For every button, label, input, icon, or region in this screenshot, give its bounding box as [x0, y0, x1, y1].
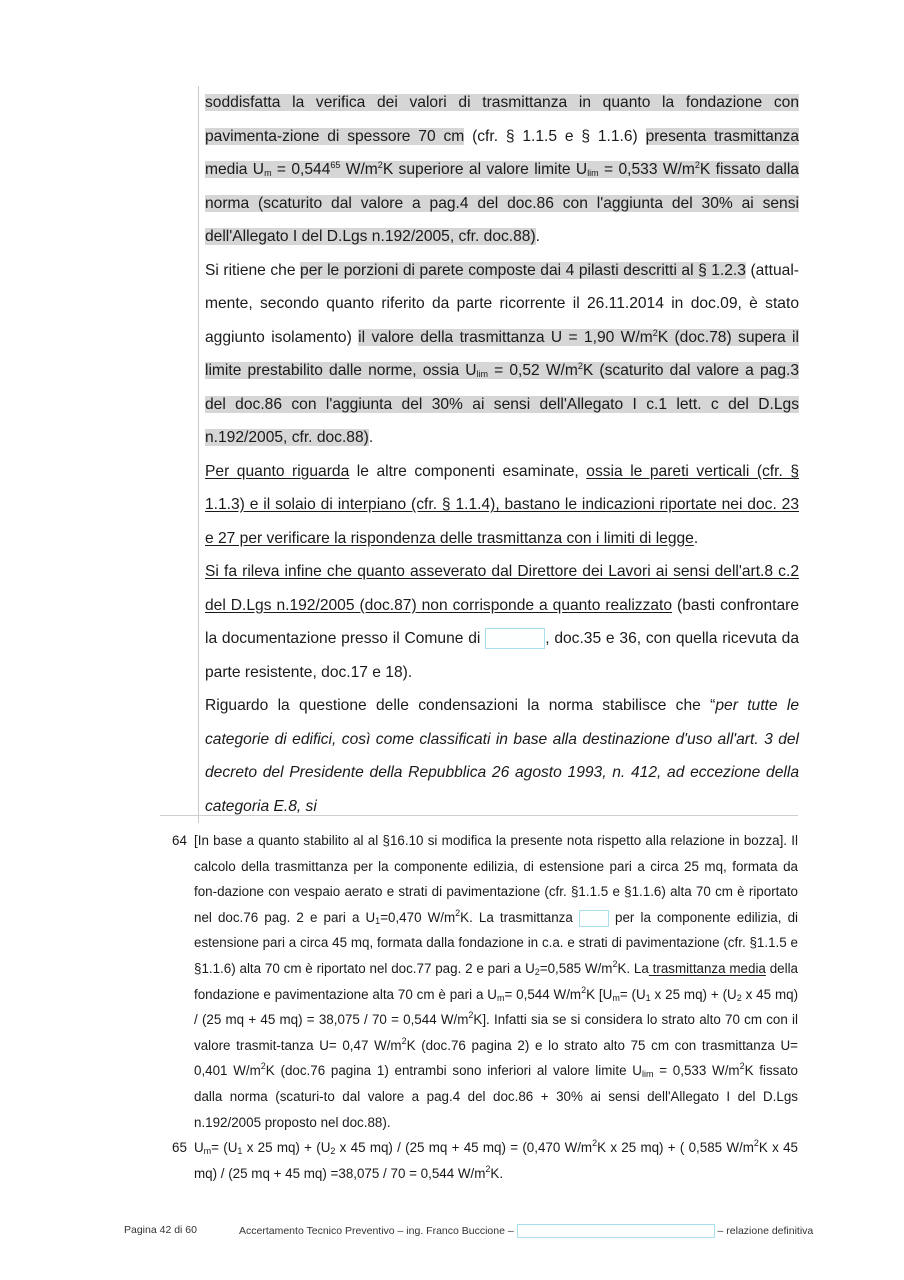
footnotes	[168, 828, 798, 1186]
paragraph-condensazioni: Riguardo la questione delle condensazioni la norma stabilisce che “per tutte le categorie di edifici, così come classificati in base alla destinazione d'uso all'art. 3 del decreto del Presidente della Repubblica 26 agosto 1993, n. 412, ad eccezione della categoria E.8, si	[205, 697, 799, 815]
paragraph-pareti-pilastri: Si ritiene che per le porzioni di parete composte dai 4 pilasti descritti al § 1.2.3 (attual-mente, secondo quanto riferito da parte ricorrente il 26.11.2014 in doc.09, è stato aggiunto isolamento) il valore della trasmittanza U = 1,90 $W/m^2K$ (doc.78) supera il limite prestabilito dalle norme, ossia $U_{lim} = 0,52$ $W/m^2K$ (scaturito dal valore a pag.3 del doc.86 con l'aggiunta del 30% ai sensi dell'Allegato I c.1 lett. c del D.Lgs n.192/2005, cfr. doc.88).	[205, 261, 799, 446]
redacted-field	[579, 910, 609, 927]
footnote-ref-65[interactable]: 65	[330, 160, 341, 170]
footnote-separator	[160, 815, 798, 816]
highlight: per le porzioni di parete composte dai 4 pilasti descritti al § 1.2.3	[300, 261, 746, 279]
paragraph-trasmittanza-fondazione: soddisfatta la verifica dei valori di trasmittanza in quanto la fondazione con pavimenta-zione di spessore 70 cm (cfr. § 1.1.5 e § 1.1.6) presenta trasmittanza media $U_m = 0,544^{65}$ $W/m^2K$ superiore al valore limite $U_{lim} = 0,533$ $W/m^2K$ fissato dalla norma (scaturito dal valore a pag.4 del doc.86 con l'aggiunta del 30% ai sensi dell'Allegato I del D.Lgs n.192/2005, cfr. doc.88).	[205, 94, 799, 245]
italic-quote: per tutte le categorie di edifici, così come classificati in base alla destinazione d'uso all'art. 3 del decreto del Presidente della Repubblica 26 agosto 1993, n. 412, ad eccezione della categoria E.8, si	[205, 697, 799, 815]
underlined-text: ossia le pareti verticali (cfr. § 1.1.3) e il solaio di interpiano (cfr. § 1.1.4), bastano le indicazioni riportate nei doc. 23 e 27 per verificare la rispondenza delle trasmittanza con i limiti di legge	[205, 462, 800, 547]
footnote-number: 65	[172, 1140, 187, 1156]
highlight: soddisfatta la verifica dei valori di trasmittanza in quanto la fondazione con pavimenta-zione di spessore 70 cm	[205, 94, 799, 145]
page-number: Pagina 42 di 60	[124, 1224, 197, 1236]
paragraph-altre-componenti: Per quanto riguarda le altre componenti esaminate, ossia le pareti verticali (cfr. § 1.1.3) e il solaio di interpiano (cfr. § 1.1.4), bastano le indicazioni riportate nei doc. 23 e 27 per verificare la rispondenza delle trasmittanza con i limiti di legge.	[205, 462, 800, 547]
underlined-text: Per quanto riguarda	[205, 462, 350, 480]
main-text-block	[198, 86, 799, 823]
text: (cfr. § 1.1.5 e § 1.1.6)	[464, 127, 646, 145]
paragraph-direttore-lavori: Si fa rileva infine che quanto asseverato dal Direttore dei Lavori ai sensi dell'art.8 c.2 del D.Lgs n.192/2005 (doc.87) non corrisponde a quanto realizzato (basti confrontare la documentazione presso il Comune di , doc.35 e 36, con quella ricevuta da parte resistente, doc.17 e 18).	[205, 563, 799, 681]
footer-title: Accertamento Tecnico Preventivo – ing. Franco Buccione – – relazione definitiva	[239, 1224, 814, 1237]
footnote-number: 64	[172, 833, 187, 848]
highlight: presenta trasmittanza media $U_m = 0,544^{65}$ $W/m^2K$ superiore al valore limite $U_{lim} = 0,533$ $W/m^2K$ fissato dalla norma (scaturito dal valore a pag.4 del doc.86 con l'aggiunta del 30% ai sensi dell'Allegato I del D.Lgs n.192/2005, cfr. doc.88)	[205, 127, 799, 245]
underlined-text: trasmittanza media	[648, 960, 766, 976]
footnote-64: 64 [In base a quanto stabilito al al §16.10 si modifica la presente nota rispetto alla relazione in bozza]. Il calcolo della trasmittanza per la componente edilizia, di estensione pari a circa 25 mq, formata da fon-dazione con vespaio aerato e strati di pavimentazione (cfr. §1.1.5 e §1.1.6) alta 70 cm è riportato nel doc.76 pag. 2 e pari a $U_1=0,470$ $W/m^2K$. La trasmittanza per la componente edilizia, di estensione pari a circa 45 mq, formata dalla fondazione in c.a. e strati di pavimentazione (cfr. §1.1.5 e §1.1.6) alta 70 cm è riportato nel doc.77 pag. 2 e pari a $U_2=0,585$ $W/m^2K$. La trasmittanza media della fondazione e pavimentazione alta 70 cm è pari a $U_m= 0,544$ $W/m^2K$ [$U_m= (U_1$ x 25 $mq) + (U_2$ x 45 mq) / (25 mq + 45 mq) = 38,075 / 70 = 0,544 $W/m^2K$]. Infatti sia se si considera lo strato alto 70 cm con il valore trasmit-tanza U= 0,47 $W/m^2K$ (doc.76 pagina 2) e lo strato alto 75 cm con trasmittanza U= 0,401 $W/m^2K$ (doc.76 pagina 1) entrambi sono inferiori al valore limite $U_{lim} = 0,533$ $W/m^2K$ fissato dalla norma (scaturi-to dal valore a pag.4 del doc.86 + 30% ai sensi dell'Allegato I del D.Lgs n.192/2005 proposto nel doc.88).	[168, 828, 798, 1135]
highlight: il valore della trasmittanza U = 1,90 $W/m^2K$ (doc.78) supera il limite prestabilito dalle norme, ossia $U_{lim} = 0,52$ $W/m^2K$ (scaturito dal valore a pag.3 del doc.86 con l'aggiunta del 30% ai sensi dell'Allegato I c.1 lett. c del D.Lgs n.192/2005, cfr. doc.88)	[205, 327, 799, 446]
redacted-field	[485, 628, 545, 649]
footnote-65: 65 $U_m= (U_1$ x 25 $mq) + (U_2$ x 45 mq) / (25 mq + 45 mq) = (0,470 $W/m^2K$ x 25 mq) + ( 0,585 $W/m^2K$ x 45 mq) / (25 mq + 45 mq) =38,075 / 70 = 0,544 $W/m^2K$.	[168, 1135, 798, 1186]
redacted-field	[517, 1224, 715, 1238]
underlined-text: Si fa rileva infine che quanto asseverato dal Direttore dei Lavori ai sensi dell'art.8 c.2 del D.Lgs n.192/2005 (doc.87) non corrisponde a quanto realizzato	[205, 563, 799, 614]
